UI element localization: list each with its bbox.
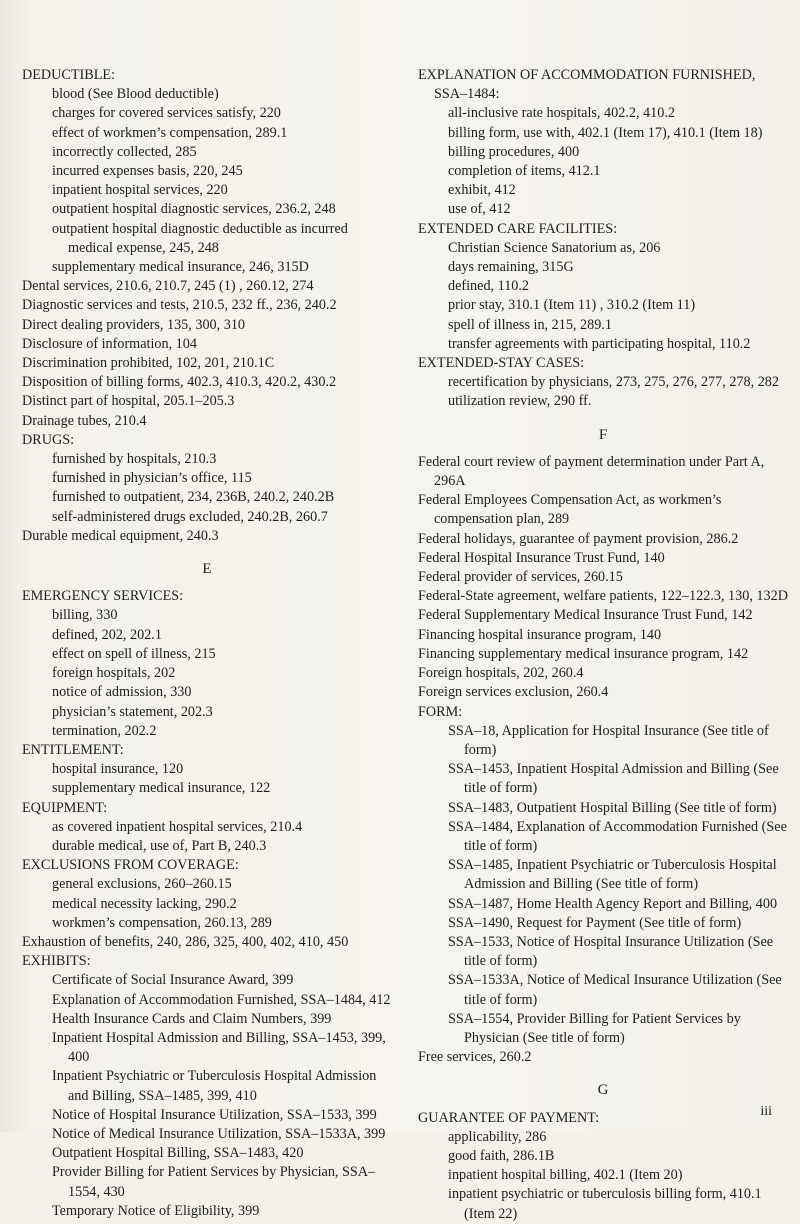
index-entry: Federal-State agreement, welfare patients, 122–122.3, 130, 132D (418, 588, 788, 605)
index-entry: EXCLUSIONS FROM COVERAGE: (22, 857, 239, 874)
page-number: iii (760, 1104, 772, 1119)
index-entry: Financing hospital insurance program, 140 (418, 626, 662, 643)
index-subentry: Outpatient Hospital Billing, SSA–1483, 420 (52, 1145, 304, 1162)
index-entry: DRUGS: (22, 431, 75, 448)
index-subentry: Temporary Notice of Eligibility, 399 (52, 1202, 260, 1219)
index-entry: Federal Hospital Insurance Trust Fund, 140 (418, 549, 665, 566)
index-entry: EMERGENCY SERVICES: (22, 588, 184, 605)
index-subentry: SSA–1485, Inpatient Psychiatric or Tuberculosis Hospital Admission and Billing (See title of form) (448, 857, 777, 893)
index-subentry: furnished to outpatient, 234, 236B, 240.2, 240.2B (52, 489, 335, 506)
index-subentry: days remaining, 315G (448, 259, 574, 276)
index-entry: DEDUCTIBLE: (22, 67, 115, 83)
index-entry: EQUIPMENT: (22, 799, 108, 816)
index-subentry: defined, 110.2 (448, 278, 530, 295)
index-subentry: notice of admission, 330 (52, 684, 192, 701)
index-entry: Durable medical equipment, 240.3 (22, 527, 219, 544)
index-entry: Discrimination prohibited, 102, 201, 210.1C (22, 355, 275, 372)
index-subentry: self-administered drugs excluded, 240.2B, 260.7 (52, 508, 328, 525)
index-subentry: termination, 202.2 (52, 722, 157, 739)
left-column (22, 66, 392, 1221)
index-subentry: outpatient hospital diagnostic services, 236.2, 248 (52, 201, 336, 218)
index-entry: Federal court review of payment determination under Part A, 296A (418, 453, 765, 490)
index-subentry: effect on spell of illness, 215 (52, 645, 216, 662)
index-subentry: foreign hospitals, 202 (52, 665, 176, 682)
index-entry: Federal Supplementary Medical Insurance Trust Fund, 142 (418, 607, 753, 624)
index-subentry: billing procedures, 400 (448, 143, 580, 160)
index-subentry: durable medical, use of, Part B, 240.3 (52, 837, 267, 854)
index-subentry: defined, 202, 202.1 (52, 626, 162, 643)
index-subentry: furnished by hospitals, 210.3 (52, 451, 217, 468)
index-subentry: utilization review, 290 ff. (448, 393, 592, 410)
index-subentry: applicability, 286 (448, 1128, 547, 1145)
index-subentry: Inpatient Hospital Admission and Billing, SSA–1453, 399, 400 (52, 1029, 386, 1066)
index-subentry: general exclusions, 260–260.15 (52, 876, 232, 893)
index-subentry: good faith, 286.1B (448, 1147, 555, 1164)
index-subentry: blood (See Blood deductible) (52, 86, 219, 103)
index-subentry: incorrectly collected, 285 (52, 143, 197, 160)
index-entry: Financing supplementary medical insurance program, 142 (418, 645, 749, 662)
index-entry: Foreign services exclusion, 260.4 (418, 684, 609, 701)
index-subentry: SSA–1487, Home Health Agency Report and Billing, 400 (448, 895, 778, 912)
section-letter: F (598, 426, 608, 443)
index-subentry: inpatient hospital services, 220 (52, 182, 228, 199)
right-column (418, 66, 788, 1224)
index-entry: EXTENDED-STAY CASES: (418, 355, 585, 372)
index-entry: Federal provider of services, 260.15 (418, 569, 623, 586)
index-subentry: furnished in physician’s office, 115 (52, 470, 252, 487)
index-entry: Disclosure of information, 104 (22, 335, 197, 352)
index-subentry: spell of illness in, 215, 289.1 (448, 316, 612, 333)
index-subentry: SSA–1533, Notice of Hospital Insurance Utilization (See title of form) (448, 933, 774, 970)
index-entry: ENTITLEMENT: (22, 741, 124, 758)
index-subentry: physician’s statement, 202.3 (52, 703, 213, 720)
index-entry: Federal holidays, guarantee of payment provision, 286.2 (418, 530, 739, 547)
index-subentry: SSA–1533A, Notice of Medical Insurance Utilization (See title of form) (448, 972, 782, 1008)
index-subentry: workmen’s compensation, 260.13, 289 (52, 914, 272, 931)
index-subentry: SSA–1490, Request for Payment (See title of form) (448, 914, 742, 931)
index-subentry: completion of items, 412.1 (448, 163, 601, 180)
index-subentry: Explanation of Accommodation Furnished, SSA–1484, 412 (52, 991, 391, 1008)
index-subentry: SSA–1483, Outpatient Hospital Billing (See title of form) (448, 799, 777, 816)
index-subentry: all-inclusive rate hospitals, 402.2, 410.2 (448, 105, 675, 122)
index-subentry: Provider Billing for Patient Services by Physician, SSA–1554, 430 (52, 1164, 376, 1200)
index-subentry: medical necessity lacking, 290.2 (52, 895, 237, 912)
index-entry: Federal Employees Compensation Act, as workmen’s compensation plan, 289 (418, 492, 722, 528)
index-subentry: transfer agreements with participating hospital, 110.2 (448, 335, 751, 352)
index-entry: EXPLANATION OF ACCOMMODATION FURNISHED, SSA–1484: (418, 67, 756, 103)
section-letter: E (202, 561, 212, 578)
index-entry: GUARANTEE OF PAYMENT: (418, 1109, 600, 1126)
index-subentry: Inpatient Psychiatric or Tuberculosis Hospital Admission and Billing, SSA–1485, 399, 410 (52, 1068, 377, 1104)
index-subentry: supplementary medical insurance, 122 (52, 780, 271, 797)
index-subentry: inpatient psychiatric or tuberculosis billing form, 410.1 (Item 22) (448, 1186, 762, 1222)
index-subentry: SSA–1453, Inpatient Hospital Admission and Billing (See title of form) (448, 761, 779, 797)
index-subentry: as covered inpatient hospital services, 210.4 (52, 818, 303, 835)
index-subentry: billing form, use with, 402.1 (Item 17), 410.1 (Item 18) (448, 124, 763, 141)
index-subentry: use of, 412 (448, 201, 511, 218)
index-subentry: Christian Science Sanatorium as, 206 (448, 239, 661, 256)
index-subentry: exhibit, 412 (448, 182, 516, 199)
index-subentry: Notice of Medical Insurance Utilization, SSA–1533A, 399 (52, 1125, 386, 1142)
index-entry: EXTENDED CARE FACILITIES: (418, 220, 618, 237)
index-entry: Foreign hospitals, 202, 260.4 (418, 665, 584, 682)
index-entry: Distinct part of hospital, 205.1–205.3 (22, 393, 235, 410)
index-entry: Direct dealing providers, 135, 300, 310 (22, 316, 246, 333)
index-subentry: inpatient hospital billing, 402.1 (Item 20) (448, 1167, 683, 1184)
index-subentry: charges for covered services satisfy, 220 (52, 105, 281, 122)
index-subentry: SSA–1484, Explanation of Accommodation Furnished (See title of form) (448, 818, 787, 854)
section-letter: G (597, 1082, 609, 1099)
index-entry: Exhaustion of benefits, 240, 286, 325, 400, 402, 410, 450 (22, 933, 349, 950)
index-subentry: SSA–1554, Provider Billing for Patient Services by Physician (See title of form) (448, 1010, 741, 1046)
index-entry: Diagnostic services and tests, 210.5, 232 ff., 236, 240.2 (22, 297, 337, 314)
index-subentry: supplementary medical insurance, 246, 315D (52, 259, 309, 276)
index-entry: Disposition of billing forms, 402.3, 410.3, 420.2, 430.2 (22, 374, 337, 391)
index-subentry: SSA–18, Application for Hospital Insurance (See title of form) (448, 722, 769, 758)
index-subentry: Health Insurance Cards and Claim Numbers, 399 (52, 1010, 332, 1027)
index-entry: EXHIBITS: (22, 953, 91, 970)
index-subentry: Certificate of Social Insurance Award, 399 (52, 972, 294, 989)
index-subentry: incurred expenses basis, 220, 245 (52, 163, 243, 180)
index-entry: FORM: (418, 703, 463, 720)
index-subentry: recertification by physicians, 273, 275, 276, 277, 278, 282 (448, 374, 779, 391)
index-subentry: outpatient hospital diagnostic deductible as incurred medical expense, 245, 248 (52, 220, 348, 256)
index-subentry: billing, 330 (52, 607, 118, 624)
index-subentry: prior stay, 310.1 (Item 11) , 310.2 (Item 11) (448, 297, 696, 314)
index-subentry: hospital insurance, 120 (52, 761, 184, 778)
index-entry: Drainage tubes, 210.4 (22, 412, 147, 429)
index-entry: Dental services, 210.6, 210.7, 245 (1) , 260.12, 274 (22, 278, 314, 295)
index-entry: Free services, 260.2 (418, 1049, 532, 1066)
index-subentry: Notice of Hospital Insurance Utilization, SSA–1533, 399 (52, 1106, 377, 1123)
index-subentry: effect of workmen’s compensation, 289.1 (52, 124, 288, 141)
